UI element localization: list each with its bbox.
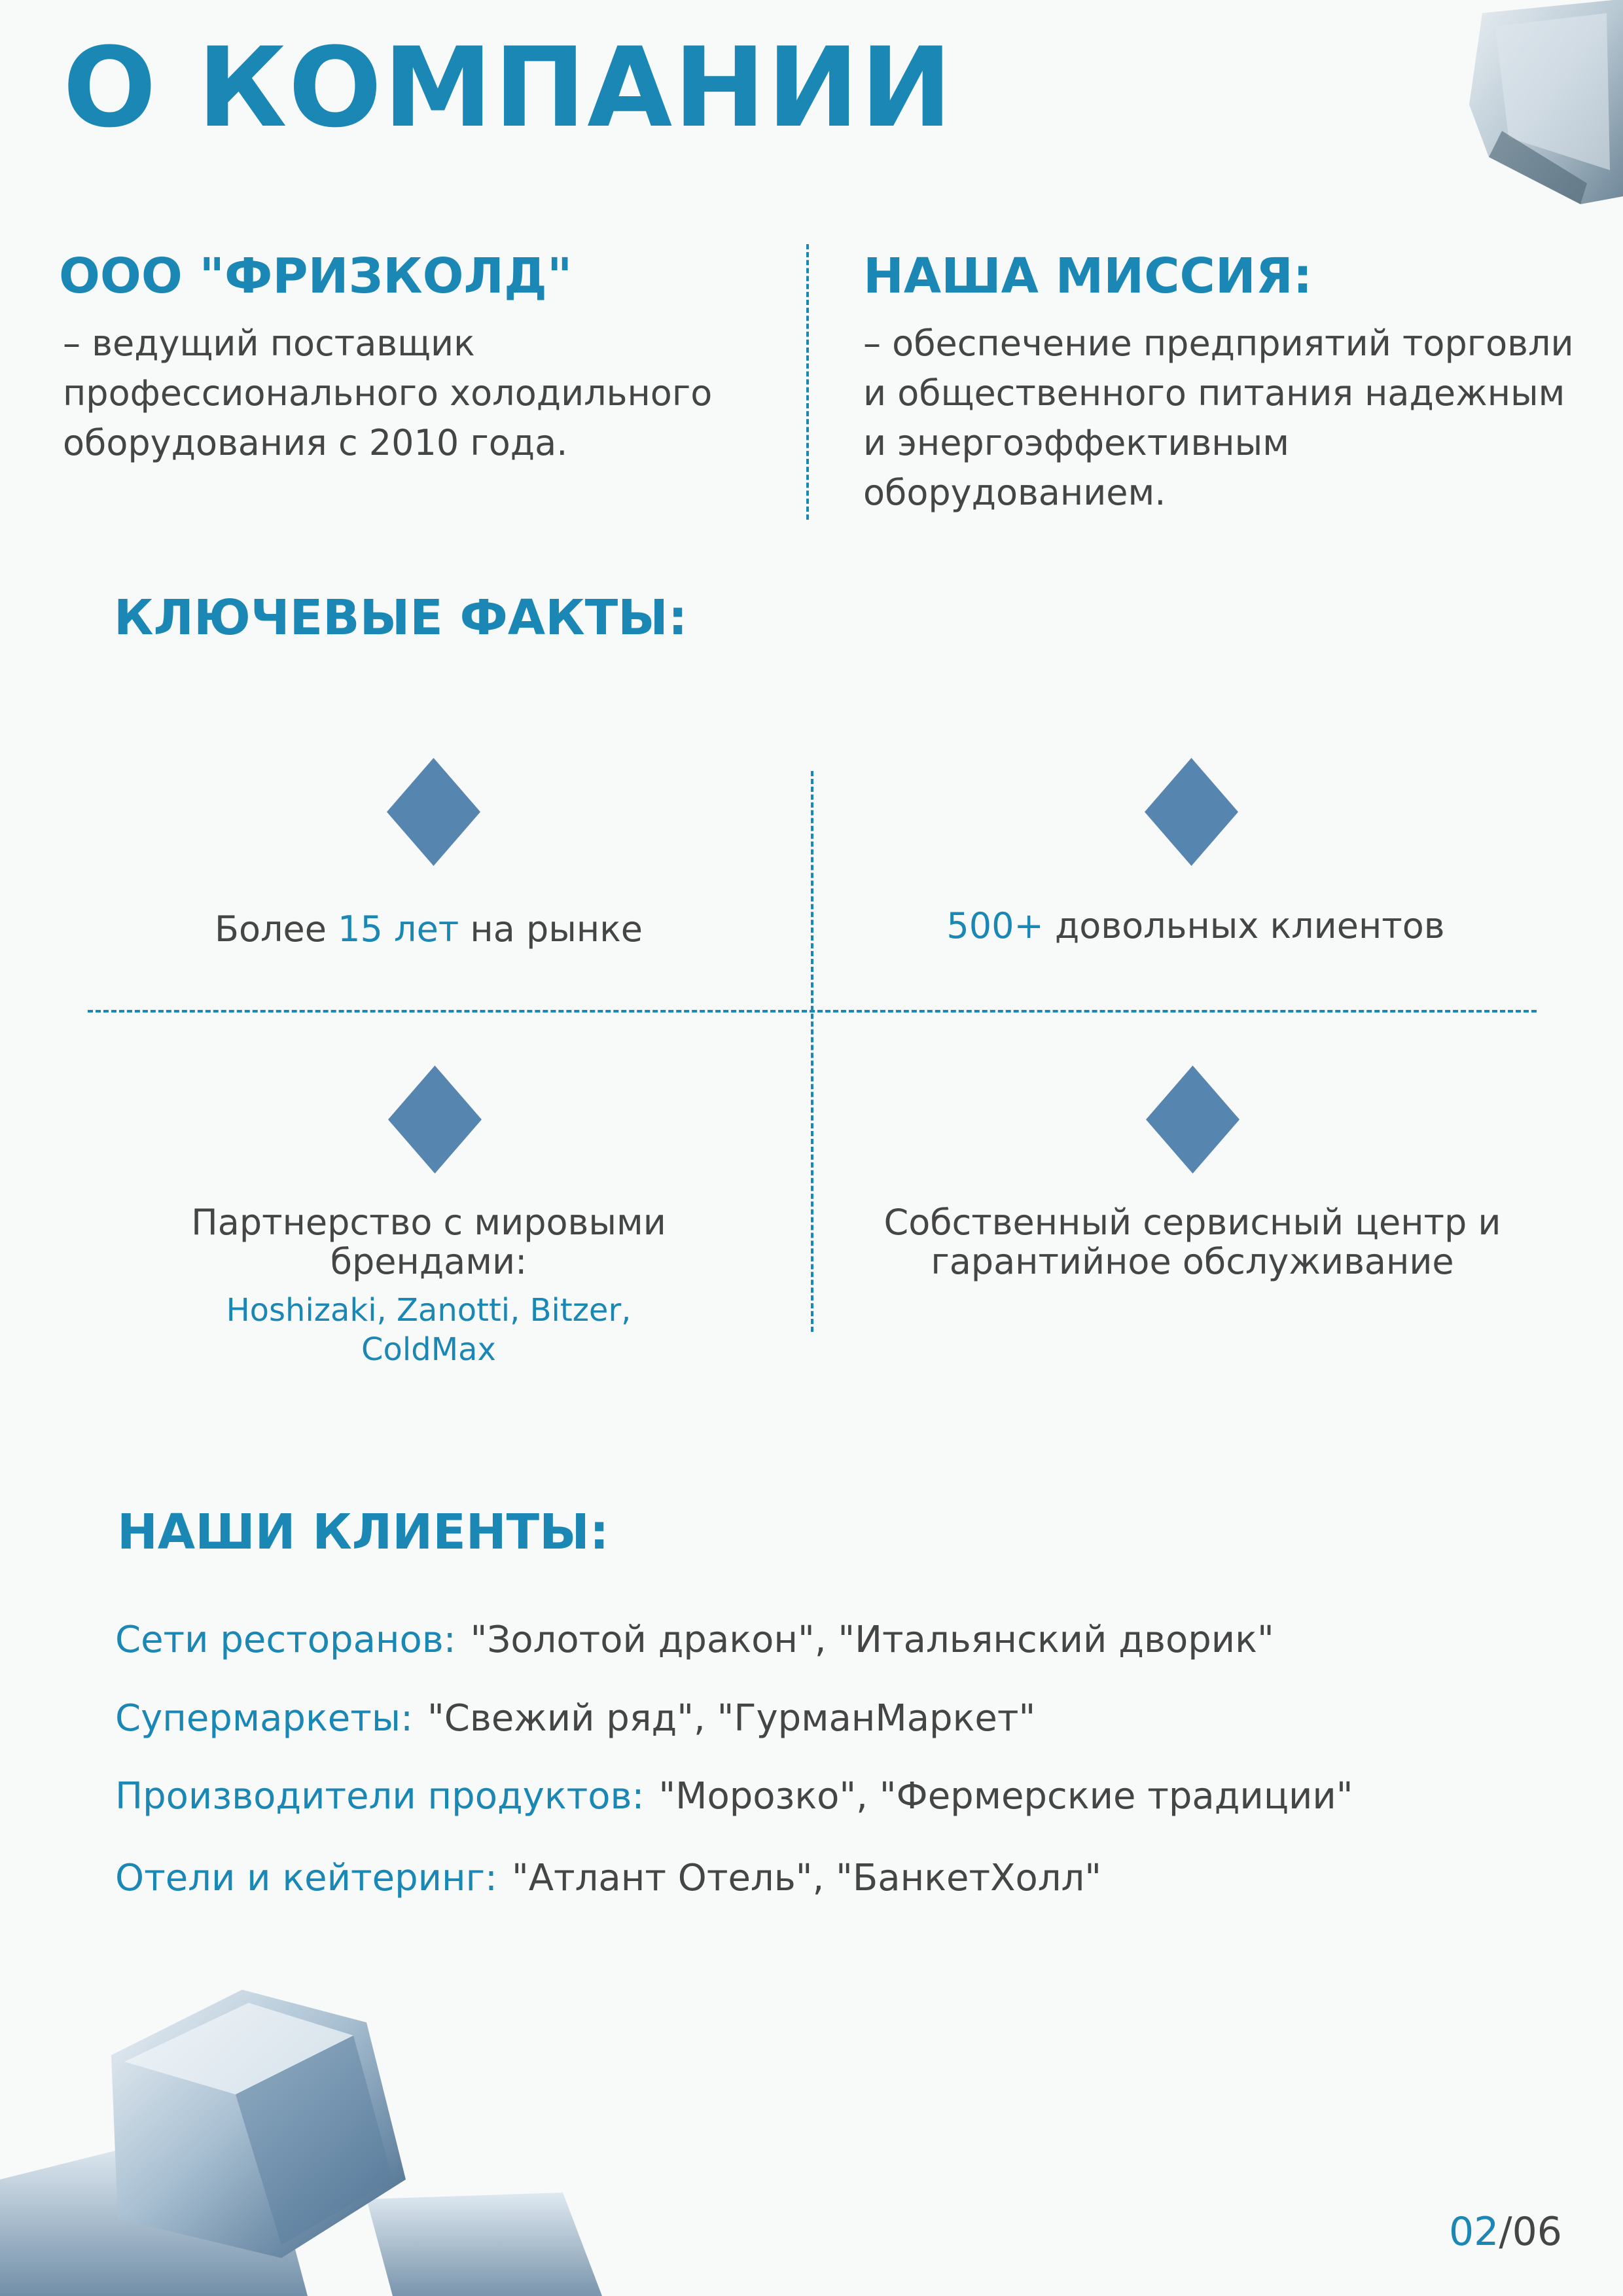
company-description: – ведущий поставщик профессионального холодильного оборудования с 2010 года. [63, 323, 713, 463]
fact-highlight: 500+ [946, 905, 1044, 946]
fact-highlight: 15 лет [338, 908, 459, 950]
company-heading: ООО "ФРИЗКОЛД" [59, 248, 573, 304]
client-names: "Атлант Отель", "БанкетХолл" [511, 1857, 1102, 1899]
mission-description: – обеспечение предприятий торговли и общественного питания надежным и энергоэффективным оборудованием. [863, 323, 1574, 513]
page-number [1449, 2209, 1562, 2255]
clients-heading: НАШИ КЛИЕНТЫ: [117, 1504, 609, 1560]
fact-partners [167, 1203, 690, 1369]
client-names: "Свежий ряд", "ГурманМаркет" [427, 1697, 1036, 1740]
facts-vertical-divider [811, 771, 813, 1332]
diamond-icon [1146, 1066, 1240, 1174]
facts-horizontal-divider [88, 1010, 1537, 1013]
client-names: "Морозко", "Фермерские традиции" [658, 1775, 1353, 1818]
fact-text: довольных клиентов [1043, 905, 1445, 946]
diamond-icon [388, 1066, 482, 1174]
fact-text: Более [214, 908, 338, 950]
fact-years [101, 910, 756, 949]
client-category: Отели и кейтеринг: [115, 1857, 497, 1899]
partner-brands: Hoshizaki, Zanotti, Bitzer, ColdMax [226, 1292, 632, 1368]
client-category: Сети ресторанов: [115, 1619, 456, 1661]
fact-text: на рынке [459, 908, 643, 950]
fact-clients [868, 906, 1523, 946]
mission-heading: НАША МИССИЯ: [863, 248, 1313, 304]
client-row [115, 1619, 1274, 1661]
ice-cube-image [1456, 0, 1623, 206]
facts-heading: КЛЮЧЕВЫЕ ФАКТЫ: [114, 590, 688, 646]
diamond-icon [387, 758, 480, 866]
fact-text: Партнерство с мировыми брендами: [191, 1202, 666, 1282]
fact-service: Собственный сервисный центр и гарантийное обслуживание [883, 1202, 1501, 1282]
client-category: Супермаркеты: [115, 1697, 413, 1740]
ice-cubes-image [0, 1983, 602, 2296]
client-names: "Золотой дракон", "Итальянский дворик" [470, 1619, 1274, 1661]
total-pages: /06 [1499, 2209, 1562, 2255]
client-row [115, 1697, 1035, 1740]
current-page: 02 [1449, 2209, 1499, 2255]
client-row [115, 1775, 1353, 1818]
page-title: О КОМПАНИИ [63, 24, 954, 152]
column-divider [806, 244, 809, 520]
client-category: Производители продуктов: [115, 1775, 645, 1818]
diamond-icon [1145, 758, 1238, 866]
client-row [115, 1857, 1101, 1899]
